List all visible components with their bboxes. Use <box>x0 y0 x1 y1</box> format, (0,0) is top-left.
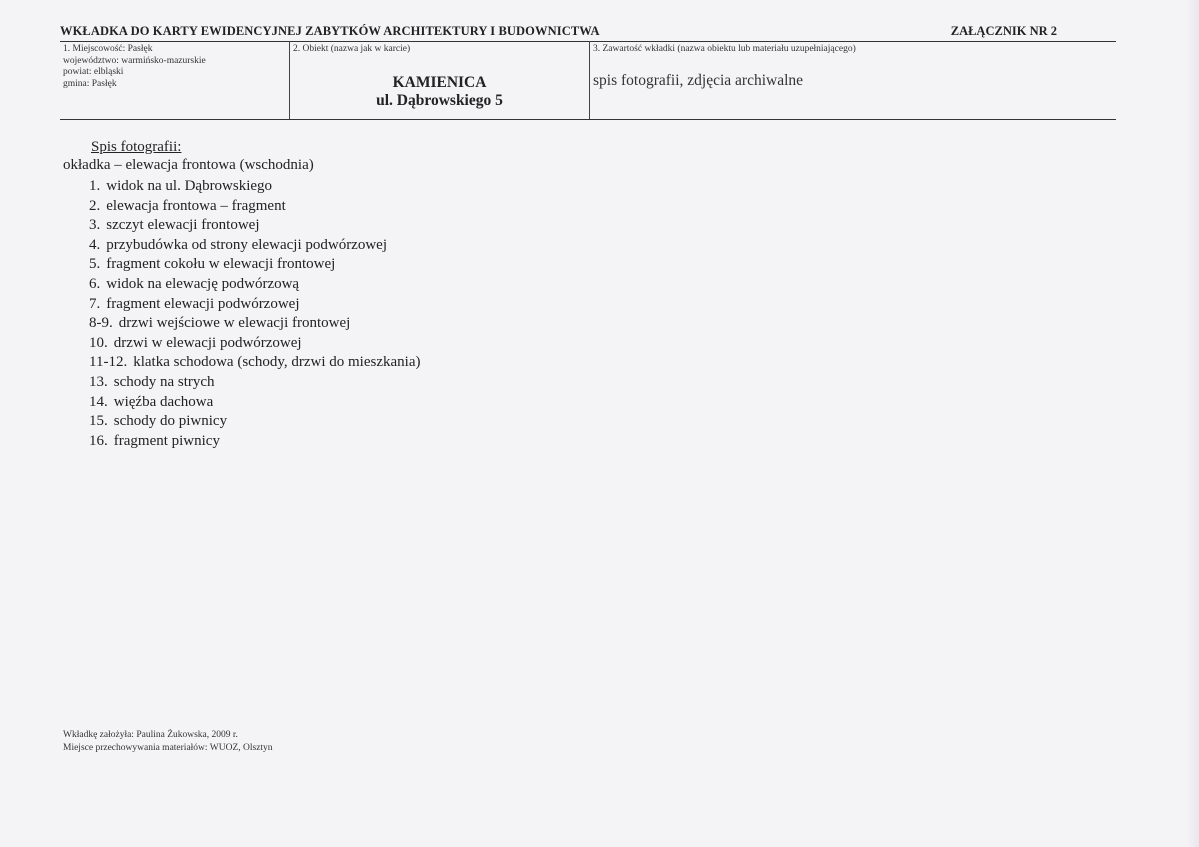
list-item-number: 3. <box>89 217 101 234</box>
list-item-number: 5. <box>89 256 101 273</box>
contents-cell <box>593 44 1113 56</box>
list-item <box>89 353 420 373</box>
location-town: 1. Miejscowość: Pasłęk <box>63 44 153 54</box>
list-item-text: widok na ul. Dąbrowskiego <box>106 178 273 194</box>
list-item-number: 10. <box>89 334 108 351</box>
list-item-text: przybudówka od strony elewacji podwórzowej <box>106 236 388 253</box>
list-item <box>89 295 420 315</box>
list-item-number: 8-9. <box>89 315 113 332</box>
footer-storage: Miejsce przechowywania materiałów: WUOZ, Olsztyn <box>63 742 273 753</box>
location-cell <box>63 44 285 90</box>
list-item-text: fragment elewacji podwórzowej <box>106 295 300 312</box>
list-item-number: 6. <box>89 275 101 292</box>
object-cell <box>293 44 585 56</box>
list-item <box>89 275 420 295</box>
footer-author: Wkładkę założyła: Paulina Żukowska, 2009 r. <box>63 730 238 740</box>
list-item-text: widok na elewację podwórzową <box>106 275 300 292</box>
list-item <box>89 412 420 432</box>
list-item <box>89 216 420 236</box>
list-item-text: klatka schodowa (schody, drzwi do mieszkania) <box>133 354 421 371</box>
list-item-number: 14. <box>89 393 108 410</box>
list-item-number: 11-12. <box>89 354 128 371</box>
location-commune: gmina: Pasłęk <box>63 78 117 89</box>
list-item-text: schody na strych <box>113 373 215 390</box>
footer-notes <box>63 729 273 754</box>
list-item-text: schody do piwnicy <box>113 413 228 430</box>
document-title: WKŁADKA DO KARTY EWIDENCYJNEJ ZABYTKÓW ARCHITEKTURY I BUDOWNICTWA <box>60 24 600 38</box>
photo-list-heading: Spis fotografii: <box>91 139 182 155</box>
list-item <box>89 255 420 275</box>
list-item-number: 1. <box>89 178 101 194</box>
object-name: KAMIENICA <box>392 74 487 91</box>
list-item-number: 16. <box>89 432 108 449</box>
list-item-text: elewacja frontowa – fragment <box>106 197 286 214</box>
list-item-text: szczyt elewacji frontowej <box>106 217 260 234</box>
list-item-number: 2. <box>89 197 101 214</box>
list-item <box>89 373 420 393</box>
contents-label: 3. Zawartość wkładki (nazwa obiektu lub materiału uzupełniającego) <box>593 44 856 54</box>
contents-description: spis fotografii, zdjęcia archiwalne <box>593 72 804 89</box>
list-item-number: 4. <box>89 236 101 253</box>
column-divider-2 <box>589 41 590 119</box>
list-item <box>89 177 420 197</box>
list-item <box>89 432 420 452</box>
list-item-text: drzwi w elewacji podwórzowej <box>113 334 302 351</box>
cover-photo-line: okładka – elewacja frontowa (wschodnia) <box>63 157 314 173</box>
list-item-text: fragment cokołu w elewacji frontowej <box>106 256 336 273</box>
object-label: 2. Obiekt (nazwa jak w karcie) <box>293 44 411 54</box>
annex-number: ZAŁĄCZNIK NR 2 <box>950 24 1057 38</box>
object-address: ul. Dąbrowskiego 5 <box>376 92 503 109</box>
location-voivodeship: województwo: warmińsko-mazurskie <box>63 55 206 66</box>
page-edge-shadow <box>1187 0 1199 847</box>
list-item-number: 15. <box>89 413 108 430</box>
list-item <box>89 236 420 256</box>
list-item-text: fragment piwnicy <box>113 432 220 449</box>
list-item <box>89 393 420 413</box>
header-rule-top <box>60 41 1116 42</box>
list-item <box>89 197 420 217</box>
list-item <box>89 314 420 334</box>
list-item-text: drzwi wejściowe w elewacji frontowej <box>118 315 351 332</box>
list-item-text: więźba dachowa <box>113 393 214 410</box>
header-rule-bottom <box>60 119 1116 120</box>
list-item-number: 7. <box>89 295 101 312</box>
photo-list <box>89 177 420 451</box>
list-item-number: 13. <box>89 373 108 390</box>
list-item <box>89 334 420 354</box>
location-county: powiat: elbląski <box>63 67 124 77</box>
